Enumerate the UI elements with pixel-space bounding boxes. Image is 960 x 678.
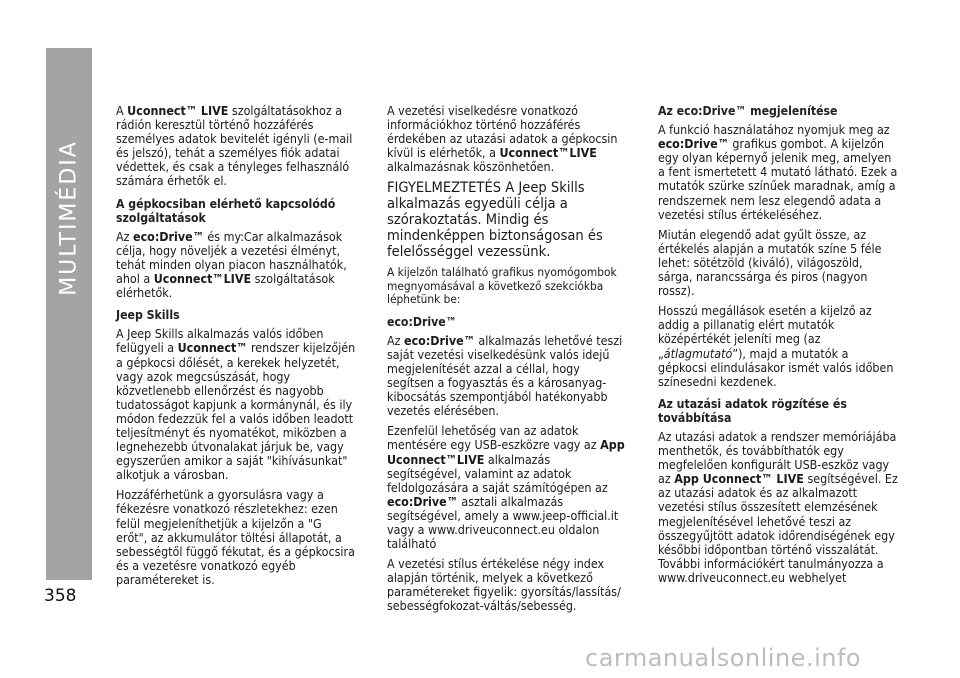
text: alkalmazás segítségével, valamint az adatok feldolgozására a saját számítógépen az [387,451,608,495]
paragraph [387,334,627,419]
paragraph [116,230,356,300]
text: alkalmazás lehetővé teszi saját vezetési viselkedésünk valós idejű megjelenítését azzal a céllal, hogy segítsen a fogyasztás és a károsanyag-kibocsátás szempontjából hatékonyabb vezetés elérésében. [387,332,623,419]
term: Uconnect™LIVE [499,145,597,161]
heading: A gépkocsiban elérhető kapcsolódó szolgáltatások [116,196,336,225]
term: Uconnect™ [177,340,248,356]
term: eco:Drive™ [133,228,204,244]
page-number: 358 [44,586,77,606]
paragraph: Hozzáférhetünk a gyorsulásra vagy a fékezésre vonatkozó részletekhez: ezen felül megjeleníthetjük a kijelzőn a "G erőt", az akkumulátor töltési állapotát, a sebességtől függő fékutat, és a gépkocsira és a vezetésre vonatkozó egyéb paramétereket is. [116,487,355,587]
text: és my:Car alkalmazások célja, hogy növeljék a vezetési élményt, tehát minden olyan piacon használhatók, ahol a [116,228,347,287]
heading: Az eco:Drive™ megjelenítése [658,104,838,118]
text: grafikus gombot. A kijelzőn egy olyan képernyő jelenik meg, amelyen a fent ismertetett 4 mutató látható. Ezek a mutatók szürke színűek maradnak, amíg a rendszernek nem lesz elegendő adata a vezetési stílus értékeléséhez. [658,136,898,222]
column-1 [116,104,356,593]
term: eco:Drive™ [387,493,458,509]
paragraph [658,304,898,389]
heading: Az utazási adatok rögzítése és továbbítása [658,396,847,425]
term: App Uconnect™ LIVE [674,471,804,487]
text: alkalmazásnak köszönhetően. [387,159,555,175]
text: Hosszú megállások esetén a kijelző az addig a pillanatig elért mutatók középértékét jeleníti meg (az „ [658,303,872,361]
paragraph: Miután elegendő adat gyűlt össze, az értékelés alapján a mutatók színe 5 féle lehet: sötétzöld (kiváló), világoszöld, sárga, narancssárga és piros (nagyon rossz). [658,226,882,299]
text: rendszer kijelzőjén a gépkocsi dőlését, a kerekek helyzetét, vagy azok megcsúszását, hogy közvetlenebb ellenőrzést és nagyobb tudatosságot kapjunk a kormánynál, és ily módon fedezzük fel a valós időben leadott teljesítményt és nyomatékot, miközben a legnehezebb útvonalakat járjuk be, vagy egyszerűen amikor a saját "kihívásunkat" alkotjuk a városban. [116,340,356,483]
text: Az utazási adatok a rendszer memóriájába menthetők, és továbbíthatók egy megfelelően konfigurált USB-eszköz vagy az [658,428,897,487]
text: Az [387,332,405,348]
term: App Uconnect™LIVE [387,437,625,467]
section-sidebar [46,48,92,580]
text: Az [116,228,134,244]
heading: eco:Drive™ [387,314,457,329]
term: eco:Drive™ [658,136,729,152]
term: Uconnect™LIVE [153,271,252,287]
warning-note: FIGYELMEZTETÉS A Jeep Skills alkalmazás egyedüli célja a szórakoztatás. Mindig és mindenképpen biztonságosan és felelősséggel vezessünk. [387,179,603,261]
paragraph [116,327,356,482]
text: szolgáltatásokhoz a rádión keresztül történő hozzáférés személyes adatok bevitelét igényli (e-mail és jelszó), tehát a személyes fiók adatai védettek, és csak a tényleges felhasználó számára érhetők el. [116,103,353,189]
term: eco:Drive™ [404,332,475,348]
term: Uconnect™ LIVE [127,103,229,118]
paragraph [387,424,627,551]
column-2 [387,104,627,620]
paragraph [387,104,627,174]
paragraph: A vezetési stílus értékelése négy index alapján történik, melyek a következő paramétereket figyelik: gyorsítás/lassítás/ sebességfokozat-váltás/sebesség. [387,556,621,614]
text: segítségével. Ez az utazási adatok és az alkalmazott vezetési stílus összesített elemzésének megjelenítésével lehetővé teszi az összegyűjtött adatok időrendiségének egy későbbi időpontban történő visszalátát. További információkért tanulmányozza a www.driveuconnect.eu webhelyet [658,471,898,585]
text: szolgáltatások elérhetők. [116,271,335,301]
heading: Jeep Skills [116,308,180,323]
section-label: MULTIMÉDIA [56,140,82,296]
text: Ezenfelül lehetőség van az adatok mentésére egy USB-eszközre vagy az [387,423,601,453]
watermark: carmanualsonline.info [585,644,862,672]
text: ”), majd a mutatók a gépkocsi elindulásakor ismét valós időben színesedni kezdenek. [658,345,894,389]
paragraph [658,123,898,222]
text: asztali alkalmazás segítségével, amely a www.jeep-official.it vagy a www.driveuconnect.eu oldalon található [387,493,619,552]
column-3 [658,104,898,591]
term: átlagmutató [663,345,733,361]
paragraph [658,430,898,585]
text: A vezetési viselkedésre vonatkozó információkhoz történő hozzáférés érdekében az utazási adatok a gépkocsin kívül is elérhetők, a [387,103,618,161]
text: A Jeep Skills alkalmazás valós időben felügyeli a [116,326,324,356]
text: A [116,103,128,118]
paragraph: A kijelzőn található grafikus nyomógombok megnyomásával a következő szekciókba léphetünk be: [387,265,617,307]
text: A funkció használatához nyomjuk meg az [658,122,890,138]
paragraph [116,104,356,189]
